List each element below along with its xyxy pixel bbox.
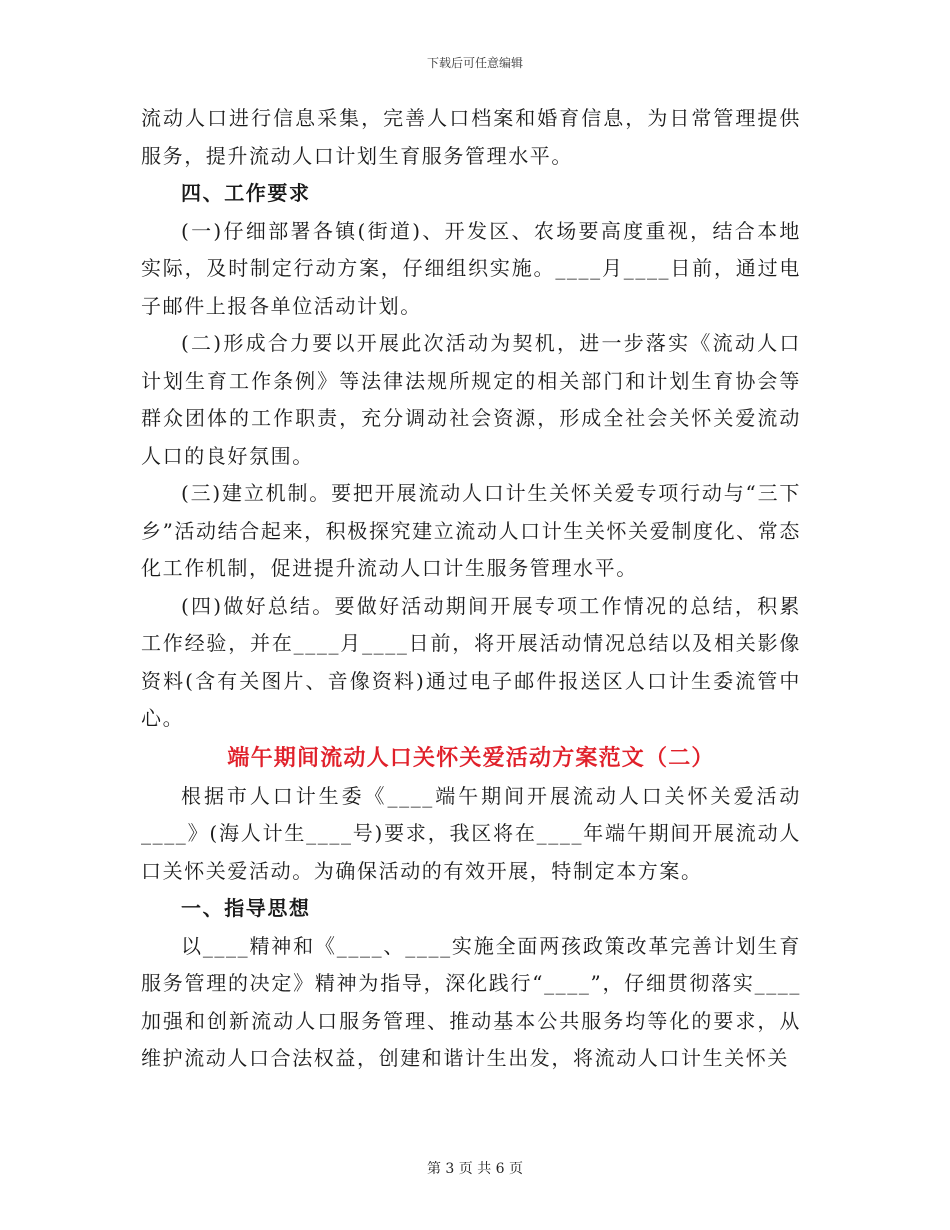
paragraph-requirement-1: (一)仔细部署各镇(街道)、开发区、农场要高度重视，结合本地实际，及时制定行动方案，仔细组织实施。____月____日前，通过电子邮件上报各单位活动计划。 xyxy=(141,218,801,318)
paragraph-requirement-2: (二)形成合力要以开展此次活动为契机，进一步落实《流动人口计划生育工作条例》等法律法规所规定的相关部门和计划生育协会等群众团体的工作职责，充分调动社会资源，形成全社会关怀关爱流动人口的良好氛围。 xyxy=(141,331,801,468)
paragraph-continued: 流动人口进行信息采集，完善人口档案和婚育信息，为日常管理提供服务，提升流动人口计划生育服务管理水平。 xyxy=(141,106,801,168)
section-heading-guiding-ideology: 一、指导思想 xyxy=(181,896,311,920)
paragraph-requirement-4: (四)做好总结。要做好活动期间开展专项工作情况的总结，积累工作经验，并在____月____日前，将开展活动情况总结以及相关影像资料(含有关图片、音像资料)通过电子邮件报送区人口计生委流管中心。 xyxy=(141,593,801,730)
header-note: 下载后可任意编辑 xyxy=(426,56,523,70)
paragraph-guiding-ideology: 以____精神和《____、____实施全面两孩政策改革完善计划生育服务管理的决定》精神为指导，深化践行“____”，仔细贯彻落实____加强和创新流动人口服务管理、推动基本公共服务均等化的要求，从维护流动人口合法权益，创建和谐计生出发，将流动人口计生关怀关 xyxy=(141,933,801,1070)
page-number: 第 3 页 共 6 页 xyxy=(426,1161,524,1177)
document-title-2: 端午期间流动人口关怀关爱活动方案范文（二） xyxy=(227,744,715,771)
document-body xyxy=(141,100,801,1078)
paragraph-intro: 根据市人口计生委《____端午期间开展流动人口关怀关爱活动____》(海人计生____号)要求，我区将在____年端午期间开展流动人口关怀关爱活动。为确保活动的有效开展，特制定本方案。 xyxy=(141,783,801,883)
section-heading-work-requirements: 四、工作要求 xyxy=(181,181,311,205)
paragraph-requirement-3: (三)建立机制。要把开展流动人口计生关怀关爱专项行动与“三下乡”活动结合起来，积极探究建立流动人口计生关怀关爱制度化、常态化工作机制，促进提升流动人口计生服务管理水平。 xyxy=(141,481,801,580)
